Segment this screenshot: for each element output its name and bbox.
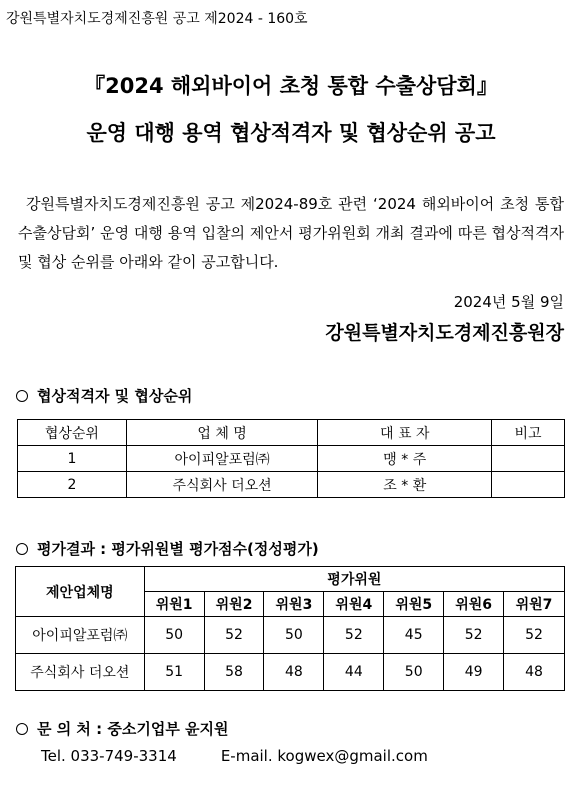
section-evaluation-heading xyxy=(16,538,319,559)
header-member: 위원1 xyxy=(144,592,204,617)
title-line-2: 운영 대행 용역 협상적격자 및 협상순위 공고 xyxy=(86,121,496,145)
score-cell: 52 xyxy=(204,617,264,654)
rank-cell: 1 xyxy=(18,446,127,472)
representative-cell: 조 * 환 xyxy=(318,472,492,498)
header-member: 위원3 xyxy=(264,592,324,617)
header-company: 제안업체명 xyxy=(16,567,145,617)
score-cell: 44 xyxy=(324,654,384,691)
negotiation-table xyxy=(17,419,565,498)
contact-email[interactable]: E-mail. kogwex@gmail.com xyxy=(220,747,428,765)
title-line-1: 『2024 해외바이어 초청 통합 수출상담회』 xyxy=(84,74,498,98)
signer: 강원특별자치도경제진흥원장 xyxy=(325,322,564,344)
section-title: 평가결과 : 평가위원별 평가점수(정성평가) xyxy=(37,540,319,558)
contact-tel: Tel. 033-749-3314 xyxy=(41,747,177,765)
table-row xyxy=(16,617,565,654)
header-member: 위원6 xyxy=(444,592,504,617)
notice-body: 강원특별자치도경제진흥원 공고 제2024-89호 관련 ‘2024 해외바이어 초청 통합 수출상담회’ 운영 대행 용역 입찰의 제안서 평가위원회 개최 결과에 따른 협상적격자 및 협상 순위를 아래와 같이 공고합니다. xyxy=(18,195,564,271)
score-cell: 50 xyxy=(144,617,204,654)
header-member: 위원2 xyxy=(204,592,264,617)
score-cell: 58 xyxy=(204,654,264,691)
header-member: 위원4 xyxy=(324,592,384,617)
score-cell: 50 xyxy=(384,654,444,691)
company-cell: 아이피알포럼㈜ xyxy=(126,446,318,472)
section-contact-heading xyxy=(16,718,229,739)
table-row xyxy=(16,654,565,691)
remark-cell xyxy=(492,446,565,472)
table-header-row xyxy=(16,567,565,592)
score-cell: 48 xyxy=(264,654,324,691)
representative-cell: 맹 * 주 xyxy=(318,446,492,472)
score-cell: 52 xyxy=(324,617,384,654)
section-title: 문 의 처 : 중소기업부 윤지원 xyxy=(37,720,229,738)
score-cell: 52 xyxy=(504,617,565,654)
header-evaluators: 평가위원 xyxy=(144,567,564,592)
section-title: 협상적격자 및 협상순위 xyxy=(37,387,193,405)
rank-cell: 2 xyxy=(18,472,127,498)
table-row xyxy=(18,446,565,472)
notice-date: 2024년 5월 9일 xyxy=(453,293,564,311)
header-company: 업 체 명 xyxy=(126,420,318,446)
header-member: 위원7 xyxy=(504,592,565,617)
score-cell: 48 xyxy=(504,654,565,691)
table-header-row xyxy=(18,420,565,446)
company-cell: 아이피알포럼㈜ xyxy=(16,617,145,654)
company-cell: 주식회사 더오션 xyxy=(126,472,318,498)
notice-number: 강원특별자치도경제진흥원 공고 제2024 - 160호 xyxy=(6,11,308,27)
circle-bullet-icon xyxy=(16,543,28,555)
header-member: 위원5 xyxy=(384,592,444,617)
score-cell: 45 xyxy=(384,617,444,654)
score-cell: 51 xyxy=(144,654,204,691)
table-row xyxy=(18,472,565,498)
header-rank: 협상순위 xyxy=(18,420,127,446)
circle-bullet-icon xyxy=(16,723,28,735)
score-cell: 50 xyxy=(264,617,324,654)
header-representative: 대 표 자 xyxy=(318,420,492,446)
score-cell: 49 xyxy=(444,654,504,691)
remark-cell xyxy=(492,472,565,498)
section-negotiation-heading xyxy=(16,385,192,406)
contact-info xyxy=(41,747,428,765)
header-remark: 비고 xyxy=(492,420,565,446)
circle-bullet-icon xyxy=(16,390,28,402)
evaluation-table xyxy=(15,566,565,691)
score-cell: 52 xyxy=(444,617,504,654)
company-cell: 주식회사 더오션 xyxy=(16,654,145,691)
